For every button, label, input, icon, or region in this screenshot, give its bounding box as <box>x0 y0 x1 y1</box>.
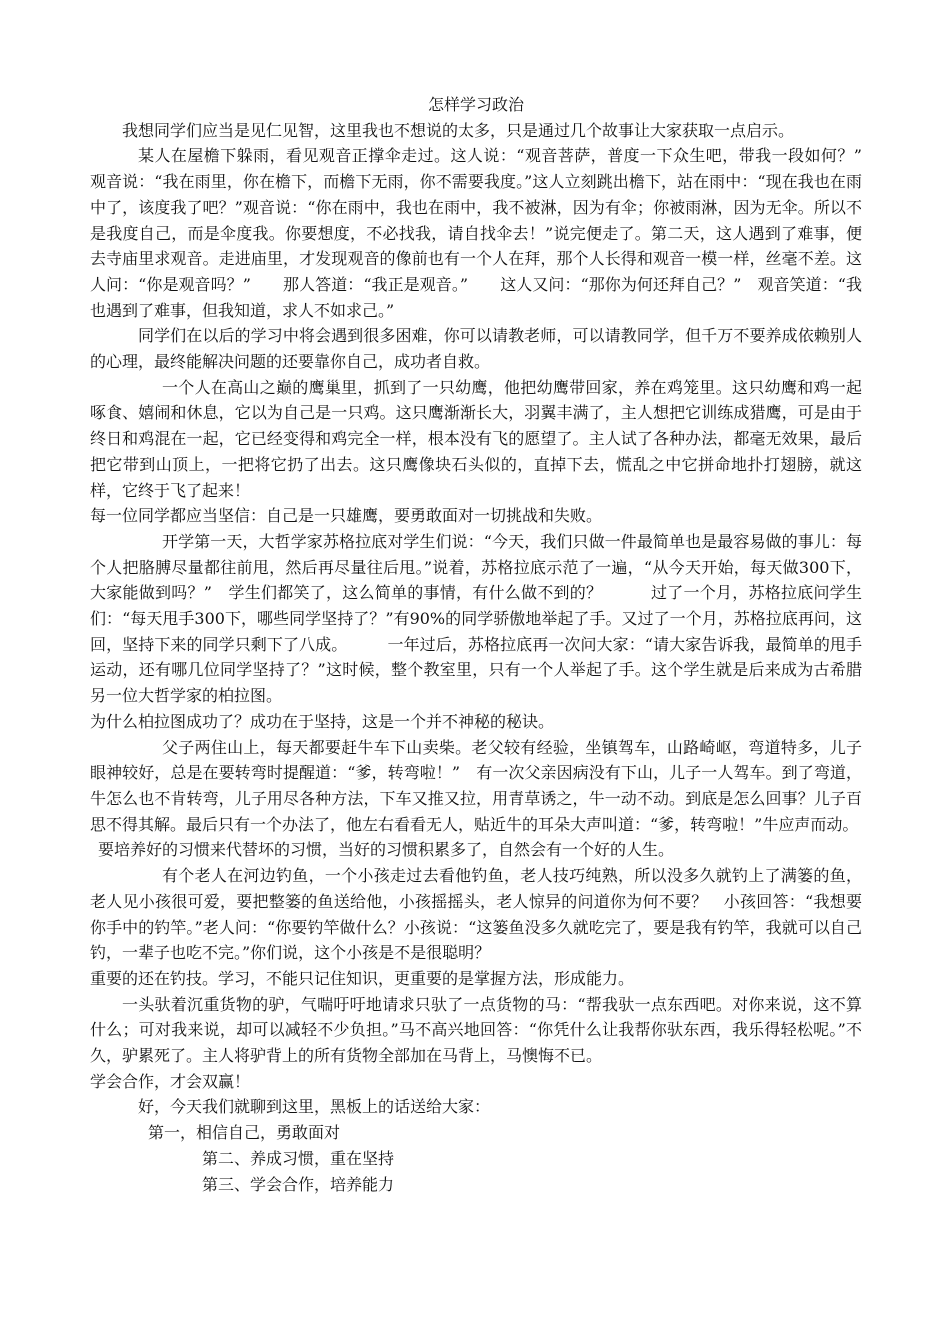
story-eagle-paragraph: 一个人在高山之巅的鹰巢里，抓到了一只幼鹰，他把幼鹰带回家，养在鸡笼里。这只幼鹰和鸡一起啄食、嬉闹和休息，它以为自己是一只鸡。这只鹰渐渐长大，羽翼丰满了，主人想把它训练成猎鹰，可是由于终日和鸡混在一起，它已经变得和鸡完全一样，根本没有飞的愿望了。主人试了各种办法，都毫无效果，最后把它带到山顶上，一把将它扔了出去。这只鹰像块石头似的，直掉下去，慌乱之中它拼命地扑打翅膀，就这样，它终于飞了起来！ <box>90 377 862 500</box>
closing-paragraph: 好，今天我们就聊到这里，黑板上的话送给大家： <box>138 1097 491 1117</box>
story-donkey-horse-paragraph: 一头驮着沉重货物的驴，气喘吁吁地请求只驮了一点货物的马：“帮我驮一点东西吧。对你来说，这不算什么；可对我来说，却可以减轻不少负担。”马不高兴地回答：“你凭什么让我帮你驮东西，我乐得轻松呢。”不久，驴累死了。主人将驴背上的所有货物全部加在马背上，马懊悔不已。 <box>90 994 862 1066</box>
intro-paragraph: 我想同学们应当是见仁见智，这里我也不想说的太多，只是通过几个故事让大家获取一点启示。 <box>122 120 795 140</box>
lesson-cooperation-paragraph: 学会合作，才会双赢！ <box>90 1071 251 1091</box>
lesson-habits-paragraph: 要培养好的习惯来代替坏的习惯，当好的习惯积累多了，自然会有一个好的人生。 <box>98 840 675 860</box>
lesson-persistence-paragraph: 为什么柏拉图成功了？成功在于坚持，这是一个并不神秘的秘诀。 <box>90 711 555 731</box>
motto-line: 第三、学会合作，培养能力 <box>202 1174 395 1194</box>
document-page <box>90 92 895 1197</box>
lesson-skills-paragraph: 重要的还在钓技。学习，不能只记住知识，更重要的是掌握方法，形成能力。 <box>90 968 635 988</box>
story-ox-cart-paragraph: 父子两住山上，每天都要赶牛车下山卖柴。老父较有经验，坐镇驾车，山路崎岖，弯道特多，儿子眼神较好，总是在要转弯时提醒道：“爹，转弯啦！” 有一次父亲因病没有下山，儿子一人驾车。到了弯道，牛怎么也不肯转弯，儿子用尽各种方法，下车又推又拉，用青草诱之，牛一动不动。到底是怎么回事？儿子百思不得其解。最后只有一个办法了，他左右看看无人，贴近牛的耳朵大声叫道：“爹，转弯啦！”牛应声而动。 <box>90 737 862 834</box>
lesson-eagle-paragraph: 每一位同学都应当坚信：自己是一只雄鹰，要勇敢面对一切挑战和失败。 <box>90 506 603 526</box>
story-socrates-paragraph: 开学第一天，大哲学家苏格拉底对学生们说：“今天，我们只做一件最简单也是最容易做的事儿：每个人把胳膊尽量都往前甩，然后再尽量往后甩。”说着，苏格拉底示范了一遍，“从今天开始，每天做300下，大家能做到吗？” 学生们都笑了，这么简单的事情，有什么做不到的？ 过了一个月，苏格拉底问学生们：“每天甩手300下，哪些同学坚持了？”有90%的同学骄傲地举起了手。又过了一个月，苏格拉底再问，这回，坚持下来的同学只剩下了八成。 一年过后，苏格拉底再一次问大家：“请大家告诉我，最简单的甩手运动，还有哪几位同学坚持了？”这时候，整个教室里，只有一个人举起了手。这个学生就是后来成为古希腊另一位大哲学家的柏拉图。 <box>90 531 862 706</box>
motto-line: 第二、养成习惯，重在坚持 <box>202 1148 395 1168</box>
story-guanyin-paragraph: 某人在屋檐下躲雨，看见观音正撑伞走过。这人说：“观音菩萨，普度一下众生吧，带我一段如何？” 观音说：“我在雨里，你在檐下，而檐下无雨，你不需要我度。”这人立刻跳出檐下，站在雨中：“现在我也在雨中了，该度我了吧？”观音说：“你在雨中，我也在雨中，我不被淋，因为有伞；你被雨淋，因为无伞。所以不是我度自己，而是伞度我。你要想度，不必找我，请自找伞去！”说完便走了。第二天，这人遇到了难事，便去寺庙里求观音。走进庙里，才发现观音的像前也有一个人在拜，那个人长得和观音一模一样，丝毫不差。这人问：“你是观音吗？” 那人答道：“我正是观音。” 这人又问：“那你为何还拜自己？” 观音笑道：“我也遇到了难事，但我知道，求人不如求己。” <box>90 146 895 320</box>
story-fishing-paragraph: 有个老人在河边钓鱼，一个小孩走过去看他钓鱼，老人技巧纯熟，所以没多久就钓上了满篓的鱼，老人见小孩很可爱，要把整篓的鱼送给他，小孩摇摇头，老人惊异的问道你为何不要？ 小孩回答：“我想要你手中的钓竿。”老人问：“你要钓竿做什么？小孩说：“这篓鱼没多久就吃完了，要是我有钓竿，我就可以自己钓，一辈子也吃不完。”你们说，这个小孩是不是很聪明？ <box>90 866 862 963</box>
document-title: 怎样学习政治 <box>427 95 524 114</box>
lesson-self-reliance-paragraph: 同学们在以后的学习中将会遇到很多困难，你可以请教老师，可以请教同学，但千万不要养成依赖别人的心理，最终能解决问题的还要靠你自己，成功者自救。 <box>90 326 862 372</box>
motto-line: 第一，相信自己，勇敢面对 <box>148 1123 341 1143</box>
